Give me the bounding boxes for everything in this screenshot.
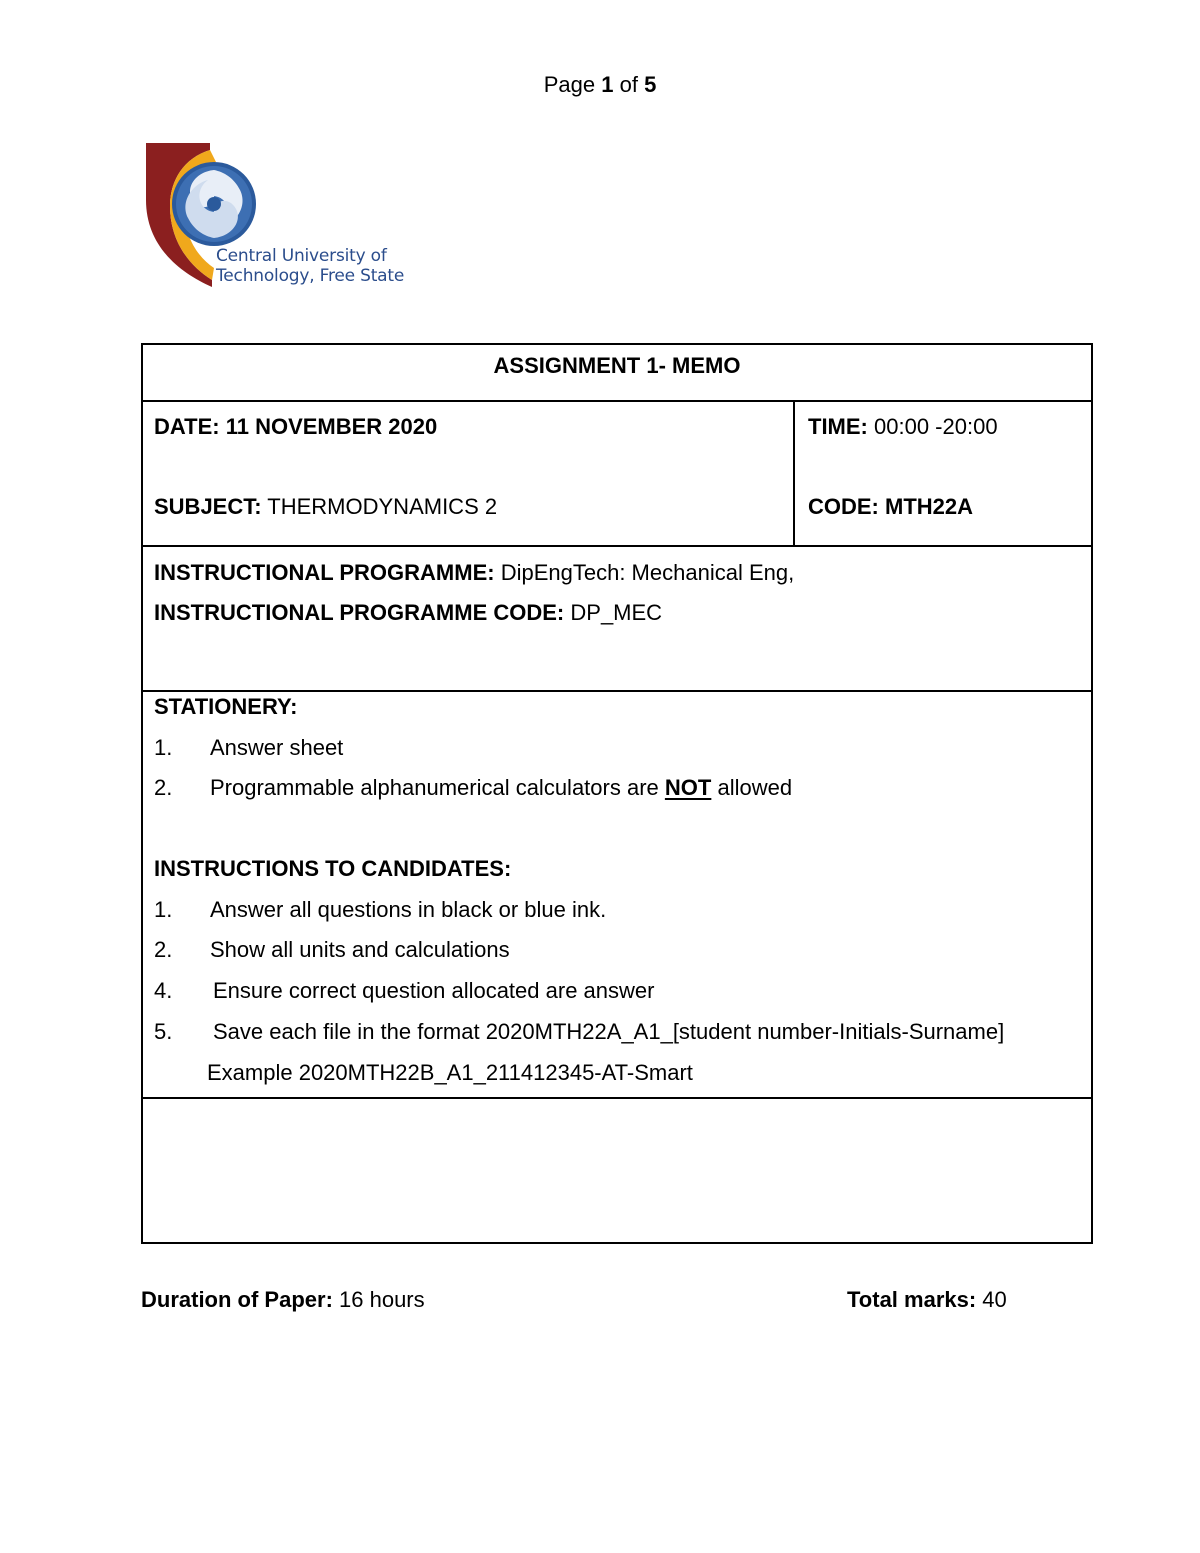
programme-code-field [154, 600, 662, 626]
table-divider [141, 545, 1093, 547]
stationery-item-number: 1. [154, 735, 173, 760]
table-border-bottom [141, 1242, 1093, 1244]
programme-code-label: INSTRUCTIONAL PROGRAMME CODE: [154, 600, 565, 625]
assignment-title: ASSIGNMENT 1- MEMO [493, 353, 741, 378]
university-logo [144, 140, 405, 290]
table-border-right [1091, 343, 1093, 1244]
page-of: of [619, 72, 638, 97]
not-emphasis: NOT [664, 775, 712, 800]
logo-text-line2: Technology, Free State [216, 266, 405, 286]
instruction-number: 1. [154, 897, 173, 922]
page-number [0, 72, 1200, 98]
instruction-number: 5. [154, 1019, 173, 1044]
time-label: TIME: [808, 414, 868, 439]
stationery-item-text [210, 775, 792, 801]
stationery-heading: STATIONERY: [154, 694, 298, 719]
table-column-divider [793, 400, 795, 547]
table-border-top [141, 343, 1093, 345]
page-total: 5 [644, 72, 657, 97]
filename-example: Example 2020MTH22B_A1_211412345-AT-Smart [207, 1060, 693, 1085]
total-marks-field [847, 1287, 1007, 1313]
table-divider [141, 400, 1093, 402]
instruction-text: Answer all questions in black or blue ink. [210, 897, 607, 922]
instruction-number: 4. [154, 978, 173, 1003]
subject-field [154, 494, 497, 520]
total-marks-label: Total marks: [847, 1287, 977, 1312]
programme-field [154, 560, 794, 586]
instructions-heading: INSTRUCTIONS TO CANDIDATES: [154, 856, 512, 881]
stationery-item-text: Answer sheet [210, 735, 344, 760]
instruction-text: Save each file in the format 2020MTH22A_A1_[student number-Initials-Surname] [213, 1019, 1005, 1044]
page-current: 1 [601, 72, 614, 97]
time-value: 00:00 -20:00 [867, 414, 998, 439]
instruction-number: 2. [154, 937, 173, 962]
code-field: CODE: MTH22A [808, 494, 974, 519]
instruction-text: Show all units and calculations [210, 937, 510, 962]
programme-value: DipEngTech: Mechanical Eng, [494, 560, 795, 585]
duration-label: Duration of Paper: [141, 1287, 333, 1312]
date-field: DATE: 11 NOVEMBER 2020 [154, 414, 438, 439]
logo-text-line1: Central University of [216, 246, 387, 266]
total-marks-value: 40 [976, 1287, 1007, 1312]
calculator-rule-text: Programmable alphanumerical calculators are [210, 775, 665, 800]
table-divider [141, 1097, 1093, 1099]
stationery-item-number: 2. [154, 775, 173, 800]
subject-label: SUBJECT: [154, 494, 262, 519]
calculator-rule-text-end: allowed [711, 775, 793, 800]
programme-label: INSTRUCTIONAL PROGRAMME: [154, 560, 495, 585]
table-border-left [141, 343, 143, 1244]
instruction-text: Ensure correct question allocated are answer [213, 978, 655, 1003]
page-prefix: Page [543, 72, 596, 97]
time-field [808, 414, 998, 440]
table-divider [141, 690, 1093, 692]
duration-value: 16 hours [332, 1287, 425, 1312]
programme-code-value: DP_MEC [564, 600, 663, 625]
duration-field [141, 1287, 425, 1313]
subject-value: THERMODYNAMICS 2 [261, 494, 498, 519]
